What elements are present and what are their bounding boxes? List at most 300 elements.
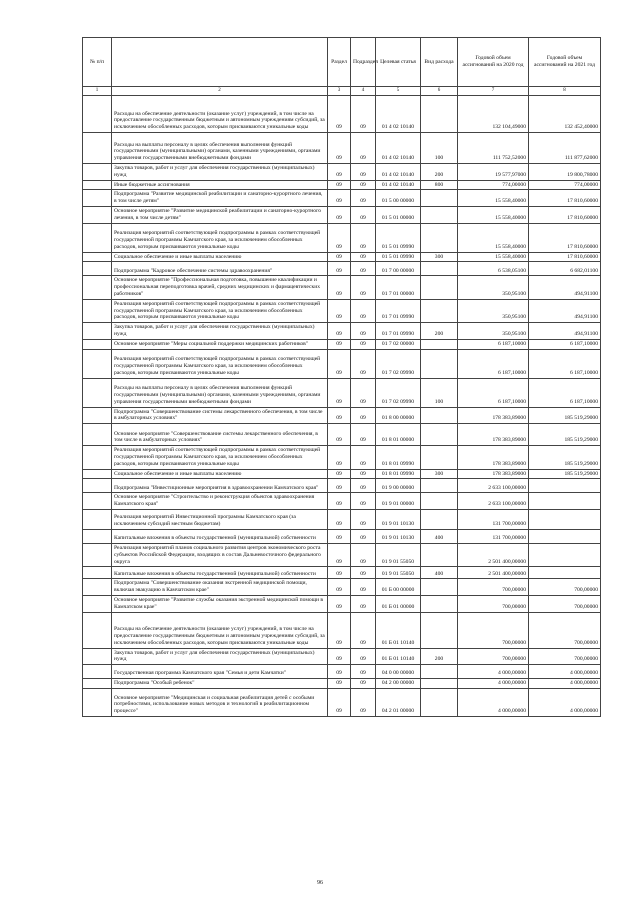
row-number-cell [83, 579, 112, 596]
row-amount-2020: 131 700,00000 [458, 529, 529, 543]
row-expense-type: 400 [421, 567, 458, 579]
row-razdel: 09 [328, 190, 351, 207]
row-amount-2021: 185 519,29000 [529, 469, 601, 479]
table-row [83, 679, 601, 689]
row-target-article: 04 2 01 00000 [376, 688, 421, 716]
table-row [83, 665, 601, 679]
row-name: Социальное обеспечение и иные выплаты населению [112, 469, 328, 479]
row-podrazdel: 09 [351, 223, 376, 252]
row-target-article: 01 7 02 09990 [376, 378, 421, 407]
row-podrazdel: 09 [351, 493, 376, 510]
row-razdel: 09 [328, 679, 351, 689]
row-expense-type [421, 665, 458, 679]
table-row [83, 612, 601, 648]
row-amount-2020: 178 383,89000 [458, 407, 529, 424]
row-amount-2021: 6 187,10000 [529, 349, 601, 378]
row-expense-type: 100 [421, 378, 458, 407]
row-amount-2021 [529, 493, 601, 510]
row-razdel: 09 [328, 595, 351, 612]
row-amount-2021: 700,00000 [529, 612, 601, 648]
column-index: 7 [458, 87, 529, 96]
row-razdel: 09 [328, 665, 351, 679]
row-podrazdel: 09 [351, 262, 376, 276]
row-amount-2020: 700,00000 [458, 595, 529, 612]
row-podrazdel: 09 [351, 378, 376, 407]
header-razdel: Раздел [328, 38, 351, 87]
row-number-cell [83, 252, 112, 262]
row-target-article: 01 9 01 10130 [376, 509, 421, 529]
table-row [83, 276, 601, 299]
row-amount-2021: 700,00000 [529, 579, 601, 596]
row-name: Основное мероприятие "Строительство и реконструкция объектов здравоохранения Камчатского края" [112, 493, 328, 510]
row-amount-2020: 350,95100 [458, 299, 529, 322]
row-amount-2020: 2 633 100,00000 [458, 479, 529, 493]
row-name: Основное мероприятие "Развитие службы оказания экстренной медицинской помощи в Камчатском крае" [112, 595, 328, 612]
row-amount-2020: 15 558,40000 [458, 206, 529, 223]
row-amount-2020: 178 383,89000 [458, 424, 529, 446]
row-expense-type [421, 349, 458, 378]
row-podrazdel: 09 [351, 252, 376, 262]
row-target-article: 01 7 01 00000 [376, 276, 421, 299]
table-row [83, 688, 601, 716]
row-podrazdel: 09 [351, 424, 376, 446]
table-row [83, 567, 601, 579]
row-amount-2021: 185 519,29000 [529, 424, 601, 446]
row-razdel: 09 [328, 509, 351, 529]
row-razdel: 09 [328, 349, 351, 378]
row-razdel: 09 [328, 424, 351, 446]
row-expense-type [421, 223, 458, 252]
table-row [83, 529, 601, 543]
row-number-cell [83, 479, 112, 493]
row-amount-2020: 178 383,89000 [458, 469, 529, 479]
header-2020: Годовой объем ассигнований на 2020 год [458, 38, 529, 87]
row-amount-2020: 2 501 400,00000 [458, 567, 529, 579]
row-name: Реализация мероприятий планов социального развития центров экономического роста субъектов Российской Федерации, входящих в состав Дальневосточного федерального округа [112, 543, 328, 566]
row-podrazdel: 09 [351, 133, 376, 164]
row-expense-type: 200 [421, 648, 458, 665]
row-amount-2021: 6 682,01100 [529, 262, 601, 276]
table-row [83, 509, 601, 529]
row-razdel: 09 [328, 96, 351, 133]
row-number-cell [83, 190, 112, 207]
row-number-cell [83, 567, 112, 579]
row-razdel: 09 [328, 407, 351, 424]
row-number-cell [83, 469, 112, 479]
row-number-cell [83, 679, 112, 689]
row-number-cell [83, 424, 112, 446]
table-row [83, 543, 601, 566]
row-razdel: 09 [328, 648, 351, 665]
row-podrazdel: 09 [351, 164, 376, 181]
row-expense-type [421, 612, 458, 648]
row-razdel: 09 [328, 276, 351, 299]
row-amount-2021: 774,00000 [529, 180, 601, 190]
row-target-article: 01 5 01 09990 [376, 223, 421, 252]
row-name: Подпрограмма "Особый ребенок" [112, 679, 328, 689]
row-razdel: 09 [328, 133, 351, 164]
table-row [83, 206, 601, 223]
column-index: 4 [351, 87, 376, 96]
row-razdel: 09 [328, 567, 351, 579]
row-target-article: 01 Б 01 10140 [376, 648, 421, 665]
column-index: 5 [376, 87, 421, 96]
row-number-cell [83, 262, 112, 276]
row-amount-2020: 4 000,00000 [458, 688, 529, 716]
row-name: Реализация мероприятий соответствующей подпрограммы в рамках соответствующей государственной программы Камчатского края, за исключением обособленных расходов, которым присваиваются уникальные коды [112, 299, 328, 322]
row-podrazdel: 09 [351, 407, 376, 424]
row-name: Подпрограмма "Кадровое обеспечение системы здравоохранения" [112, 262, 328, 276]
row-target-article: 04 0 00 00000 [376, 665, 421, 679]
row-number-cell [83, 612, 112, 648]
row-number-cell [83, 595, 112, 612]
row-amount-2020: 15 558,40000 [458, 252, 529, 262]
row-target-article: 01 8 01 09990 [376, 446, 421, 469]
row-target-article: 01 4 02 10140 [376, 164, 421, 181]
row-number-cell [83, 407, 112, 424]
row-name: Подпрограмма "Развитие медицинской реабилитации и санаторно-курортного лечения, в том числе детям" [112, 190, 328, 207]
column-index: 2 [112, 87, 328, 96]
row-amount-2020: 19 577,97000 [458, 164, 529, 181]
table-row [83, 133, 601, 164]
row-amount-2020: 2 633 100,00000 [458, 493, 529, 510]
row-expense-type: 100 [421, 133, 458, 164]
row-number-cell [83, 509, 112, 529]
row-number-cell [83, 206, 112, 223]
row-amount-2021: 17 810,60000 [529, 206, 601, 223]
row-target-article: 01 7 01 09990 [376, 323, 421, 340]
table-row [83, 323, 601, 340]
row-number-cell [83, 688, 112, 716]
row-name: Реализация мероприятий соответствующей подпрограммы в рамках соответствующей государственной программы Камчатского края, за исключением обособленных расходов, которым присваиваются уникальные коды [112, 223, 328, 252]
row-amount-2020: 178 383,89000 [458, 446, 529, 469]
column-index: 1 [83, 87, 112, 96]
row-expense-type [421, 190, 458, 207]
row-target-article: 01 8 01 00000 [376, 424, 421, 446]
table-row [83, 424, 601, 446]
row-target-article: 01 Б 01 10140 [376, 612, 421, 648]
row-target-article: 01 7 00 00000 [376, 262, 421, 276]
table-row [83, 299, 601, 322]
row-razdel: 09 [328, 446, 351, 469]
row-name: Капитальные вложения в объекты государственной (муниципальной) собственности [112, 529, 328, 543]
row-name: Закупка товаров, работ и услуг для обеспечения государственных (муниципальных) нужд [112, 164, 328, 181]
row-amount-2021: 111 877,62000 [529, 133, 601, 164]
header-name [112, 38, 328, 87]
row-target-article: 01 4 02 10140 [376, 133, 421, 164]
row-number-cell [83, 133, 112, 164]
row-name: Основное мероприятие "Медицинская и социальная реабилитация детей с особыми потребностями, использование новых методов и технологий в реабилитационном процессе" [112, 688, 328, 716]
row-razdel: 09 [328, 339, 351, 349]
row-razdel: 09 [328, 529, 351, 543]
row-expense-type [421, 479, 458, 493]
row-name: Расходы на обеспечение деятельности (оказание услуг) учреждений, в том числе на предоставление государственным бюджетным и автономным учреждениям субсидий, за исключением обособленных расходов, которым присваиваются уникальные коды [112, 612, 328, 648]
row-podrazdel: 09 [351, 349, 376, 378]
header-2021: Годовой объем ассигнований на 2021 год [529, 38, 601, 87]
row-amount-2021: 132 452,40000 [529, 96, 601, 133]
row-razdel: 09 [328, 164, 351, 181]
row-amount-2021 [529, 543, 601, 566]
row-target-article: 01 8 01 09990 [376, 469, 421, 479]
row-expense-type: 400 [421, 529, 458, 543]
row-podrazdel: 09 [351, 679, 376, 689]
row-amount-2021: 700,00000 [529, 648, 601, 665]
row-target-article: 01 4 02 10140 [376, 96, 421, 133]
row-amount-2020: 15 558,40000 [458, 223, 529, 252]
header-row [83, 38, 601, 87]
row-name: Иные бюджетные ассигнования [112, 180, 328, 190]
row-number-cell [83, 529, 112, 543]
row-amount-2020: 6 187,10000 [458, 378, 529, 407]
row-podrazdel: 09 [351, 665, 376, 679]
row-name: Закупка товаров, работ и услуг для обеспечения государственных (муниципальных) нужд [112, 323, 328, 340]
row-number-cell [83, 543, 112, 566]
row-podrazdel: 09 [351, 96, 376, 133]
row-amount-2021 [529, 567, 601, 579]
row-number-cell [83, 339, 112, 349]
column-index-row [83, 87, 601, 96]
row-name: Реализация мероприятий соответствующей подпрограммы в рамках соответствующей государственной программы Камчатского края, за исключением обособленных расходов, которым присваиваются уникальные коды [112, 349, 328, 378]
row-podrazdel: 09 [351, 543, 376, 566]
table-row [83, 378, 601, 407]
row-target-article: 01 Б 00 00000 [376, 579, 421, 596]
row-target-article: 01 9 00 00000 [376, 479, 421, 493]
table-body [83, 96, 601, 717]
row-expense-type [421, 96, 458, 133]
row-amount-2020: 774,00000 [458, 180, 529, 190]
row-target-article: 01 5 01 00000 [376, 206, 421, 223]
header-number: № п/п [83, 38, 112, 87]
row-amount-2021: 19 800,78000 [529, 164, 601, 181]
row-number-cell [83, 446, 112, 469]
row-expense-type [421, 262, 458, 276]
row-expense-type [421, 595, 458, 612]
row-number-cell [83, 223, 112, 252]
row-razdel: 09 [328, 479, 351, 493]
row-amount-2020: 15 558,40000 [458, 190, 529, 207]
row-amount-2020: 4 000,00000 [458, 679, 529, 689]
row-target-article: 04 2 00 00000 [376, 679, 421, 689]
row-amount-2021: 17 810,60000 [529, 190, 601, 207]
row-expense-type [421, 579, 458, 596]
row-target-article: 01 9 01 10130 [376, 529, 421, 543]
table-row [83, 648, 601, 665]
row-number-cell [83, 180, 112, 190]
row-target-article: 01 7 01 09990 [376, 299, 421, 322]
row-amount-2020: 700,00000 [458, 579, 529, 596]
table-row [83, 190, 601, 207]
row-expense-type [421, 688, 458, 716]
row-podrazdel: 09 [351, 323, 376, 340]
row-razdel: 09 [328, 323, 351, 340]
row-expense-type [421, 543, 458, 566]
row-razdel: 09 [328, 180, 351, 190]
row-amount-2021 [529, 479, 601, 493]
row-amount-2020: 131 700,00000 [458, 509, 529, 529]
column-index: 6 [421, 87, 458, 96]
row-amount-2020: 6 538,05100 [458, 262, 529, 276]
row-razdel: 09 [328, 252, 351, 262]
row-target-article: 01 8 00 00000 [376, 407, 421, 424]
row-podrazdel: 09 [351, 299, 376, 322]
row-target-article: 01 9 01 55050 [376, 543, 421, 566]
budget-table [82, 37, 601, 717]
row-name: Подпрограмма "Совершенствование системы лекарственного обеспечения, в том числе в амбулаторных условиях" [112, 407, 328, 424]
row-expense-type [421, 509, 458, 529]
row-target-article: 01 9 01 55050 [376, 567, 421, 579]
row-amount-2021: 494,91100 [529, 323, 601, 340]
table-row [83, 164, 601, 181]
row-amount-2021: 494,91100 [529, 276, 601, 299]
row-podrazdel: 09 [351, 688, 376, 716]
row-razdel: 09 [328, 206, 351, 223]
row-amount-2021: 185 519,29000 [529, 446, 601, 469]
row-podrazdel: 09 [351, 190, 376, 207]
row-target-article: 01 7 02 00000 [376, 339, 421, 349]
row-amount-2020: 350,95100 [458, 323, 529, 340]
table-row [83, 223, 601, 252]
row-name: Капитальные вложения в объекты государственной (муниципальной) собственности [112, 567, 328, 579]
row-amount-2021: 4 000,00000 [529, 665, 601, 679]
row-name: Социальное обеспечение и иные выплаты населению [112, 252, 328, 262]
row-name: Расходы на выплаты персоналу в целях обеспечения выполнения функций государственными (муниципальными) органами, казенными учреждениями, органами управления государственными внебюджетными фондами [112, 378, 328, 407]
row-number-cell [83, 493, 112, 510]
row-amount-2020: 6 187,10000 [458, 349, 529, 378]
table-row [83, 96, 601, 133]
row-amount-2021: 494,91100 [529, 299, 601, 322]
row-podrazdel: 09 [351, 479, 376, 493]
row-podrazdel: 09 [351, 339, 376, 349]
row-name: Расходы на выплаты персоналу в целях обеспечения выполнения функций государственными (муниципальными) органами, казенными учреждениями, органами управления государственными внебюджетными фондами [112, 133, 328, 164]
row-amount-2020: 4 000,00000 [458, 665, 529, 679]
row-razdel: 09 [328, 469, 351, 479]
row-amount-2021: 700,00000 [529, 595, 601, 612]
row-amount-2021: 6 187,10000 [529, 339, 601, 349]
row-name: Расходы на обеспечение деятельности (оказание услуг) учреждений, в том числе на предоставление государственным бюджетным и автономным учреждениям субсидий, за исключением обособленных расходов, которым присваиваются уникальные коды [112, 96, 328, 133]
row-name: Основное мероприятие "Совершенствование системы лекарственного обеспечения, в том числе в амбулаторных условиях" [112, 424, 328, 446]
row-name: Закупка товаров, работ и услуг для обеспечения государственных (муниципальных) нужд [112, 648, 328, 665]
row-razdel: 09 [328, 223, 351, 252]
row-podrazdel: 09 [351, 180, 376, 190]
row-amount-2021: 17 810,60000 [529, 223, 601, 252]
table-row [83, 262, 601, 276]
row-number-cell [83, 323, 112, 340]
row-expense-type [421, 493, 458, 510]
row-target-article: 01 4 02 10140 [376, 180, 421, 190]
row-expense-type [421, 339, 458, 349]
table-row [83, 180, 601, 190]
row-amount-2020: 700,00000 [458, 648, 529, 665]
row-amount-2020: 700,00000 [458, 612, 529, 648]
row-target-article: 01 7 02 09990 [376, 349, 421, 378]
row-number-cell [83, 96, 112, 133]
table-row [83, 252, 601, 262]
row-name: Подпрограмма "Совершенствование оказания экстренной медицинской помощи, включая эвакуацию в Камчатском крае" [112, 579, 328, 596]
row-amount-2020: 2 501 400,00000 [458, 543, 529, 566]
row-number-cell [83, 164, 112, 181]
row-amount-2021: 4 000,00000 [529, 688, 601, 716]
row-number-cell [83, 299, 112, 322]
table-row [83, 446, 601, 469]
header-expense-type: Вид расхода [421, 38, 458, 87]
row-expense-type [421, 276, 458, 299]
row-target-article: 01 5 00 00000 [376, 190, 421, 207]
row-expense-type [421, 424, 458, 446]
row-expense-type [421, 407, 458, 424]
row-number-cell [83, 648, 112, 665]
row-name: Подпрограмма "Инвестиционные мероприятия в здравоохранении Камчатского края" [112, 479, 328, 493]
header-podrazdel: Подраздел [351, 38, 376, 87]
row-name: Основное мероприятие "Меры социальной поддержки медицинских работников" [112, 339, 328, 349]
row-number-cell [83, 276, 112, 299]
row-razdel: 09 [328, 262, 351, 276]
row-podrazdel: 09 [351, 446, 376, 469]
row-razdel: 09 [328, 688, 351, 716]
row-podrazdel: 09 [351, 595, 376, 612]
row-podrazdel: 09 [351, 579, 376, 596]
table-row [83, 339, 601, 349]
row-podrazdel: 09 [351, 648, 376, 665]
row-target-article: 01 Б 01 00000 [376, 595, 421, 612]
row-amount-2021 [529, 529, 601, 543]
row-name: Основное мероприятие "Развитие медицинской реабилитации и санаторно-курортного лечения, в том числе детям" [112, 206, 328, 223]
row-number-cell [83, 349, 112, 378]
column-index: 8 [529, 87, 601, 96]
row-podrazdel: 09 [351, 529, 376, 543]
table-row [83, 479, 601, 493]
row-razdel: 09 [328, 378, 351, 407]
row-name: Государственная программа Камчатского края "Семья и дети Камчатки" [112, 665, 328, 679]
row-expense-type: 300 [421, 252, 458, 262]
header-target-article: Целевая статья [376, 38, 421, 87]
row-amount-2020: 111 752,52000 [458, 133, 529, 164]
row-razdel: 09 [328, 579, 351, 596]
row-expense-type: 200 [421, 323, 458, 340]
row-expense-type [421, 679, 458, 689]
row-number-cell [83, 378, 112, 407]
row-amount-2021: 17 810,60000 [529, 252, 601, 262]
row-number-cell [83, 665, 112, 679]
row-amount-2021: 4 000,00000 [529, 679, 601, 689]
row-name: Реализация мероприятий Инвестиционной программы Камчатского края (за исключением субсидий местным бюджетам) [112, 509, 328, 529]
row-expense-type: 800 [421, 180, 458, 190]
row-expense-type [421, 299, 458, 322]
row-expense-type: 200 [421, 164, 458, 181]
table-row [83, 595, 601, 612]
row-podrazdel: 09 [351, 206, 376, 223]
table-row [83, 579, 601, 596]
table-row [83, 469, 601, 479]
row-razdel: 09 [328, 612, 351, 648]
row-podrazdel: 09 [351, 276, 376, 299]
row-target-article: 01 5 01 09990 [376, 252, 421, 262]
row-amount-2021: 185 519,29000 [529, 407, 601, 424]
row-target-article: 01 9 01 00000 [376, 493, 421, 510]
row-expense-type [421, 446, 458, 469]
table-row [83, 349, 601, 378]
row-razdel: 09 [328, 543, 351, 566]
row-podrazdel: 09 [351, 469, 376, 479]
row-razdel: 09 [328, 299, 351, 322]
row-expense-type: 300 [421, 469, 458, 479]
row-name: Реализация мероприятий соответствующей подпрограммы в рамках соответствующей государственной программы Камчатского края, за исключением обособленных расходов, которым присваиваются уникальные коды [112, 446, 328, 469]
column-index: 3 [328, 87, 351, 96]
row-name: Основное мероприятие "Профессиональная подготовка, повышение квалификации и профессиональная переподготовка врачей, средних медицинских и фармацевтических работников" [112, 276, 328, 299]
table-row [83, 407, 601, 424]
row-amount-2020: 132 104,49000 [458, 96, 529, 133]
row-podrazdel: 09 [351, 509, 376, 529]
row-razdel: 09 [328, 493, 351, 510]
